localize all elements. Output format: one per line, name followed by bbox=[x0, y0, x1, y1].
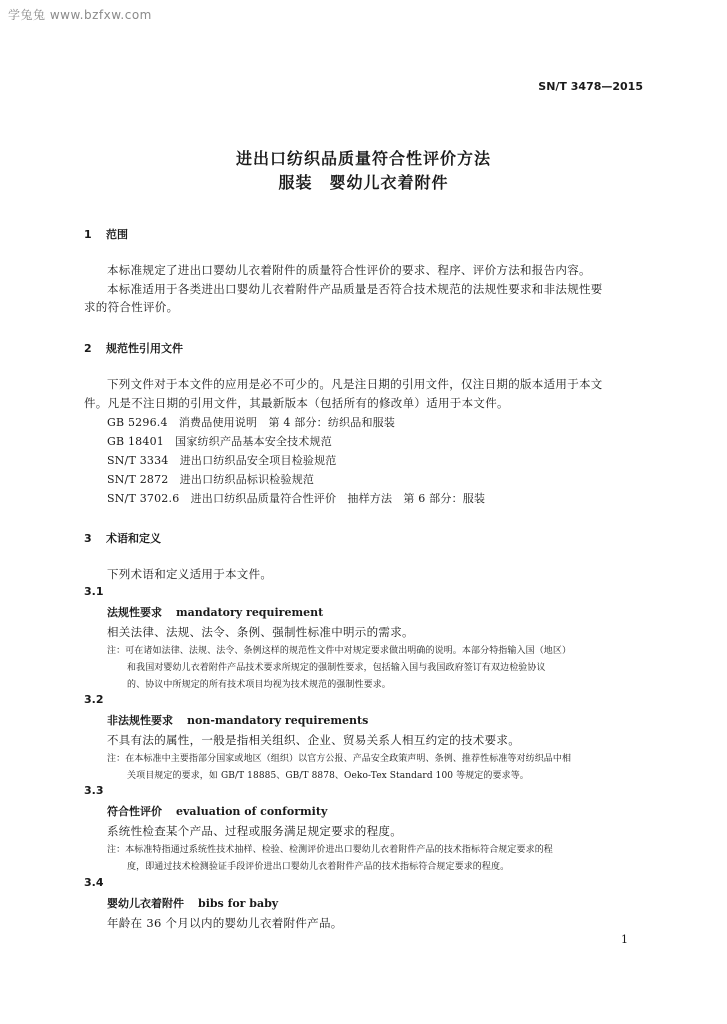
term-note: 注：可在诸如法律、法规、法令、条例这样的规范性文件中对规定要求做出明确的说明。本部分特指输入国（地区） bbox=[107, 646, 572, 656]
paragraph: 下列术语和定义适用于本文件。 bbox=[107, 567, 273, 581]
section-number: 1 bbox=[84, 228, 92, 241]
section-3-heading bbox=[84, 530, 161, 546]
term-note: 关项目规定的要求，如 GB/T 18885、GB/T 8878、Oeko-Tex Standard 100 等规定的要求等。 bbox=[127, 771, 529, 781]
section-title: 规范性引用文件 bbox=[106, 342, 183, 355]
page-number: 1 bbox=[621, 933, 628, 946]
reference-item: GB 18401 国家纺织产品基本安全技术规范 bbox=[107, 435, 332, 448]
term-number: 3.3 bbox=[84, 784, 104, 797]
term-number: 3.4 bbox=[84, 876, 104, 889]
term-note: 注：在本标准中主要指部分国家或地区（组织）以官方公报、产品安全政策声明、条例、推荐性标准等对纺织品中相 bbox=[107, 754, 572, 764]
term-en: evaluation of conformity bbox=[176, 805, 328, 818]
term-note: 和我国对婴幼儿衣着附件产品技术要求所规定的强制性要求，包括输入国与我国政府签订有双边检验协议 bbox=[127, 663, 546, 673]
section-2-heading bbox=[84, 340, 183, 356]
paragraph: 本标准规定了进出口婴幼儿衣着附件的质量符合性评价的要求、程序、评价方法和报告内容。 bbox=[107, 263, 591, 277]
term-cn: 非法规性要求 bbox=[107, 714, 173, 727]
document-title-line-1: 进出口纺织品质量符合性评价方法 bbox=[235, 149, 491, 168]
section-title: 术语和定义 bbox=[106, 532, 161, 545]
term-en: non-mandatory requirements bbox=[187, 714, 369, 727]
reference-item: SN/T 2872 进出口纺织品标识检验规范 bbox=[107, 473, 315, 486]
term-definition: 不具有法的属性，一般是指相关组织、企业、贸易关系人相互约定的技术要求。 bbox=[107, 733, 520, 747]
term-cn: 婴幼儿衣着附件 bbox=[107, 897, 184, 910]
term-heading bbox=[107, 604, 323, 620]
term-cn: 法规性要求 bbox=[107, 606, 162, 619]
term-note: 注：本标准特指通过系统性技术抽样、检验、检测评价进出口婴幼儿衣着附件产品的技术指标符合规定要求的程 bbox=[107, 845, 553, 855]
term-en: bibs for baby bbox=[198, 897, 279, 910]
term-definition: 系统性检查某个产品、过程或服务满足规定要求的程度。 bbox=[107, 824, 402, 838]
term-number: 3.2 bbox=[84, 693, 104, 706]
document-number: SN/T 3478—2015 bbox=[538, 80, 643, 93]
paragraph: 件。凡是不注日期的引用文件，其最新版本（包括所有的修改单）适用于本文件。 bbox=[84, 396, 509, 410]
term-heading bbox=[107, 803, 327, 819]
paragraph: 求的符合性评价。 bbox=[84, 300, 179, 314]
section-number: 2 bbox=[84, 342, 92, 355]
section-title: 范围 bbox=[106, 228, 128, 241]
term-cn: 符合性评价 bbox=[107, 805, 162, 818]
paragraph: 本标准适用于各类进出口婴幼儿衣着附件产品质量是否符合技术规范的法规性要求和非法规性要 bbox=[107, 282, 603, 296]
term-note: 的、协议中所规定的所有技术项目均视为技术规范的强制性要求。 bbox=[127, 680, 391, 690]
section-number: 3 bbox=[84, 532, 92, 545]
term-en: mandatory requirement bbox=[176, 606, 324, 619]
term-definition: 年龄在 36 个月以内的婴幼儿衣着附件产品。 bbox=[107, 916, 343, 930]
term-heading bbox=[107, 895, 278, 911]
reference-item: SN/T 3702.6 进出口纺织品质量符合性评价 抽样方法 第 6 部分：服装 bbox=[107, 492, 486, 505]
document-title-line-2: 服装 婴幼儿衣着附件 bbox=[278, 173, 449, 192]
watermark: 学兔兔 www.bzfxw.com bbox=[8, 8, 152, 22]
paragraph: 下列文件对于本文件的应用是必不可少的。凡是注日期的引用文件，仅注日期的版本适用于本文 bbox=[107, 377, 603, 391]
reference-item: SN/T 3334 进出口纺织品安全项目检验规范 bbox=[107, 454, 337, 467]
section-1-heading bbox=[84, 226, 128, 242]
term-note: 度，即通过技术检测验证手段评价进出口婴幼儿衣着附件产品的技术指标符合规定要求的程度。 bbox=[127, 862, 510, 872]
term-number: 3.1 bbox=[84, 585, 104, 598]
term-heading bbox=[107, 712, 368, 728]
term-definition: 相关法律、法规、法令、条例、强制性标准中明示的需求。 bbox=[107, 625, 414, 639]
reference-item: GB 5296.4 消费品使用说明 第 4 部分：纺织品和服装 bbox=[107, 416, 396, 429]
